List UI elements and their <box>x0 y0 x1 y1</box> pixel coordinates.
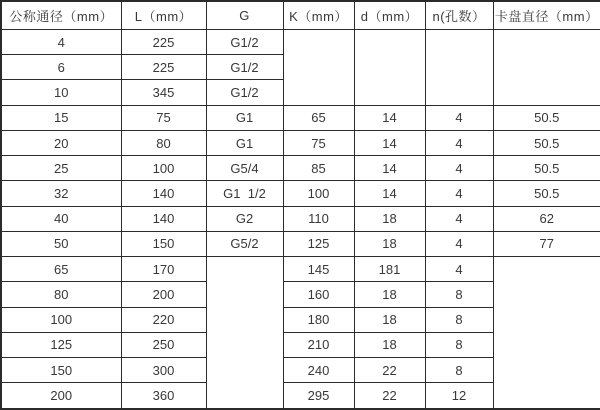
table-cell: 170 <box>121 257 206 282</box>
table-cell: 220 <box>121 307 206 332</box>
table-row <box>1 257 600 282</box>
column-header: K（mm） <box>283 1 354 30</box>
table-cell: 225 <box>121 30 206 55</box>
table-cell <box>206 257 283 409</box>
table-cell: 77 <box>493 231 600 256</box>
column-header: L（mm） <box>121 1 206 30</box>
table-cell: 14 <box>354 156 425 181</box>
table-cell: 18 <box>354 206 425 231</box>
table-cell: 62 <box>493 206 600 231</box>
table-cell: 140 <box>121 181 206 206</box>
table-cell: G1 1/2 <box>206 181 283 206</box>
table-cell: 4 <box>425 105 493 130</box>
table-cell: 65 <box>283 105 354 130</box>
table-cell: 15 <box>1 105 121 130</box>
column-header: 卡盘直径（mm） <box>493 1 600 30</box>
table-cell: 8 <box>425 332 493 357</box>
table-cell: 6 <box>1 55 121 80</box>
table-cell: 140 <box>121 206 206 231</box>
table-cell: 180 <box>283 307 354 332</box>
table-cell: 18 <box>354 231 425 256</box>
table-cell: 80 <box>1 282 121 307</box>
table-cell: 50.5 <box>493 156 600 181</box>
table-cell: G1/2 <box>206 80 283 105</box>
table-cell: 80 <box>121 130 206 155</box>
table-cell <box>354 30 425 106</box>
table-cell: 4 <box>425 231 493 256</box>
table-cell: G1 <box>206 105 283 130</box>
table-row <box>1 181 600 206</box>
table-cell: 4 <box>425 257 493 282</box>
table-cell: 145 <box>283 257 354 282</box>
table-row <box>1 30 600 55</box>
table-row <box>1 130 600 155</box>
table-cell: 225 <box>121 55 206 80</box>
column-header: d（mm） <box>354 1 425 30</box>
table-cell: 50.5 <box>493 181 600 206</box>
table-cell <box>425 30 493 106</box>
table-cell: 300 <box>121 358 206 383</box>
column-header: n(孔数） <box>425 1 493 30</box>
table-cell: 25 <box>1 156 121 181</box>
table-cell: 110 <box>283 206 354 231</box>
table-cell: 4 <box>425 156 493 181</box>
table-cell: 22 <box>354 383 425 409</box>
table-cell <box>493 30 600 106</box>
table-row <box>1 105 600 130</box>
table-cell: 14 <box>354 105 425 130</box>
table-cell: 18 <box>354 307 425 332</box>
table-cell: 250 <box>121 332 206 357</box>
table-cell: 4 <box>425 130 493 155</box>
table-cell: 40 <box>1 206 121 231</box>
table-cell: 4 <box>425 206 493 231</box>
table-cell: 18 <box>354 282 425 307</box>
table-cell <box>283 30 354 106</box>
column-header: G <box>206 1 283 30</box>
table-cell: 18 <box>354 332 425 357</box>
table-cell: 20 <box>1 130 121 155</box>
table-cell: 8 <box>425 282 493 307</box>
table-cell: 210 <box>283 332 354 357</box>
table-cell: 75 <box>121 105 206 130</box>
table-cell: 200 <box>121 282 206 307</box>
table-cell: 50.5 <box>493 130 600 155</box>
table-header-row <box>1 1 600 30</box>
table-cell: 14 <box>354 181 425 206</box>
table-cell: 65 <box>1 257 121 282</box>
table-cell: 22 <box>354 358 425 383</box>
table-cell: G1/2 <box>206 30 283 55</box>
table-cell: 32 <box>1 181 121 206</box>
table-cell: 160 <box>283 282 354 307</box>
table-header <box>1 1 600 30</box>
table-cell: 85 <box>283 156 354 181</box>
table-cell: 8 <box>425 307 493 332</box>
table-cell: 8 <box>425 358 493 383</box>
table-cell: 50.5 <box>493 105 600 130</box>
table-cell: 10 <box>1 80 121 105</box>
table-cell: 150 <box>121 231 206 256</box>
table-cell: 100 <box>1 307 121 332</box>
table-cell: 295 <box>283 383 354 409</box>
table-cell: 360 <box>121 383 206 409</box>
table-cell: 345 <box>121 80 206 105</box>
table-row <box>1 206 600 231</box>
table-cell: 100 <box>121 156 206 181</box>
table-cell: 4 <box>425 181 493 206</box>
table-body <box>1 30 600 410</box>
table-cell: G2 <box>206 206 283 231</box>
table-cell: G1 <box>206 130 283 155</box>
table-row <box>1 156 600 181</box>
table-cell: 150 <box>1 358 121 383</box>
table-cell: 240 <box>283 358 354 383</box>
table-cell: 12 <box>425 383 493 409</box>
table-cell: G1/2 <box>206 55 283 80</box>
table-cell: 50 <box>1 231 121 256</box>
table-cell: 100 <box>283 181 354 206</box>
table-cell: 125 <box>1 332 121 357</box>
table-cell <box>493 257 600 409</box>
column-header: 公称通径（mm） <box>1 1 121 30</box>
table-cell: 125 <box>283 231 354 256</box>
table-cell: G5/4 <box>206 156 283 181</box>
table-cell: G5/2 <box>206 231 283 256</box>
table-cell: 4 <box>1 30 121 55</box>
table-cell: 75 <box>283 130 354 155</box>
table-cell: 14 <box>354 130 425 155</box>
table-cell: 200 <box>1 383 121 409</box>
table-row <box>1 231 600 256</box>
table-cell: 181 <box>354 257 425 282</box>
